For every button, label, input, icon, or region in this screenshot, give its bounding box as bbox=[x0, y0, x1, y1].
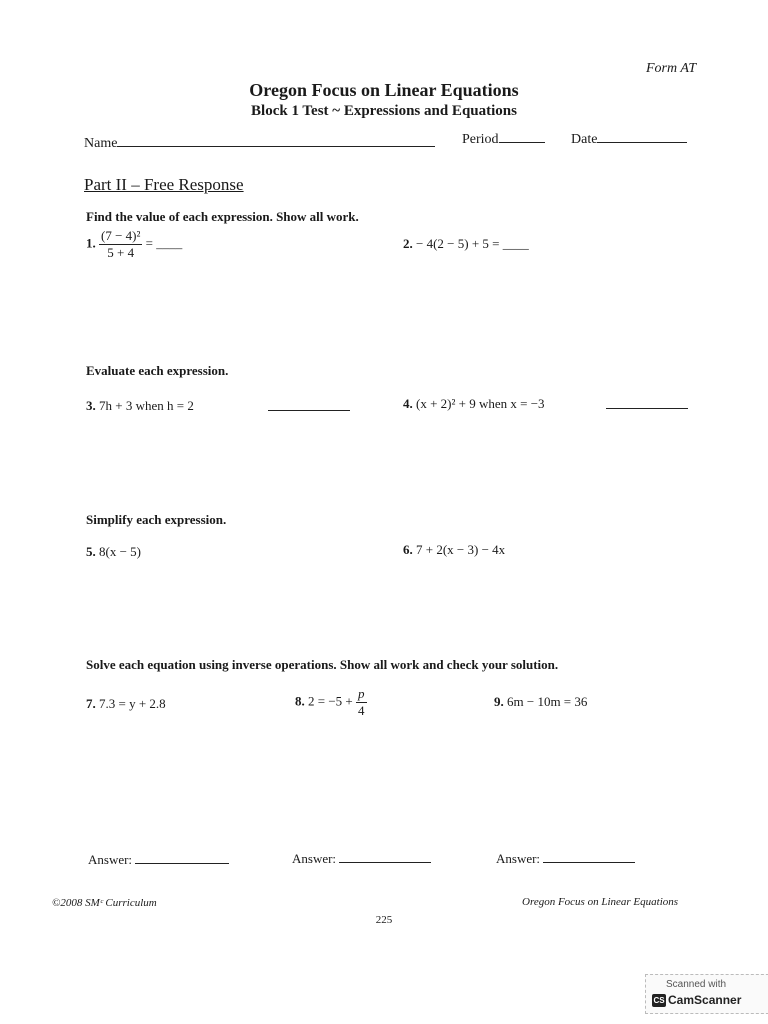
problem-2 bbox=[403, 236, 529, 252]
camscanner-logo-icon: CS bbox=[653, 996, 665, 1005]
worksheet-title: Oregon Focus on Linear Equations bbox=[249, 80, 519, 100]
problem-text: 8(x − 5) bbox=[99, 544, 141, 559]
denominator: 4 bbox=[358, 703, 365, 718]
numerator: p bbox=[358, 686, 365, 701]
denominator: 5 + 4 bbox=[99, 244, 142, 261]
date-line[interactable] bbox=[597, 130, 687, 143]
answer-label: Answer: bbox=[292, 851, 337, 866]
problem-4 bbox=[403, 396, 545, 412]
answer-label: Answer: bbox=[88, 852, 133, 867]
period-line[interactable] bbox=[499, 130, 545, 143]
problem-text: 2 = −5 + bbox=[308, 693, 353, 709]
problem-number: 2. bbox=[403, 236, 413, 251]
watermark-line1: Scanned with bbox=[666, 979, 727, 990]
instruction-simplify: Simplify each expression. bbox=[86, 512, 227, 527]
fraction bbox=[356, 686, 367, 719]
answer-9[interactable] bbox=[496, 851, 635, 867]
answer-8[interactable] bbox=[292, 851, 431, 867]
problem-7 bbox=[86, 696, 166, 712]
period-field[interactable] bbox=[462, 130, 545, 148]
period-label: Period bbox=[462, 132, 499, 147]
problem-number: 6. bbox=[403, 542, 413, 557]
form-label: Form AT bbox=[646, 61, 697, 76]
problem-number: 8. bbox=[295, 693, 305, 709]
answer-label: Answer: bbox=[496, 851, 541, 866]
problem-number: 3. bbox=[86, 398, 96, 413]
problem-number: 9. bbox=[494, 694, 504, 709]
name-field[interactable] bbox=[84, 134, 435, 152]
answer-line-4[interactable] bbox=[606, 397, 688, 409]
problem-6 bbox=[403, 542, 505, 558]
problem-number: 7. bbox=[86, 696, 96, 711]
answer-line[interactable] bbox=[543, 851, 635, 863]
problem-text: 7.3 = y + 2.8 bbox=[99, 696, 166, 711]
name-line[interactable] bbox=[117, 134, 435, 147]
page-number: 225 bbox=[375, 914, 393, 926]
problem-3 bbox=[86, 398, 194, 414]
answer-line-3[interactable] bbox=[268, 399, 350, 411]
problem-number: 1. bbox=[86, 235, 96, 251]
problem-number: 5. bbox=[86, 544, 96, 559]
instruction-solve: Solve each equation using inverse operations. Show all work and check your solution. bbox=[86, 657, 559, 672]
problem-tail: = ____ bbox=[145, 235, 183, 251]
problem-text: (x + 2)² + 9 when x = −3 bbox=[416, 396, 545, 411]
numerator: (7 − 4)² bbox=[101, 228, 141, 243]
name-label: Name bbox=[84, 136, 118, 151]
instruction-evaluate: Evaluate each expression. bbox=[86, 363, 229, 378]
problem-text: 7 + 2(x − 3) − 4x bbox=[416, 542, 506, 557]
copyright: ©2008 SMᶜ Curriculum bbox=[52, 897, 157, 909]
answer-7[interactable] bbox=[88, 852, 229, 868]
instruction-find-value: Find the value of each expression. Show all work. bbox=[86, 209, 359, 224]
answer-line[interactable] bbox=[339, 851, 431, 863]
problem-text: − 4(2 − 5) + 5 = ____ bbox=[416, 236, 529, 251]
watermark-line2: CamScanner bbox=[668, 993, 742, 1007]
problem-9 bbox=[494, 694, 587, 710]
problem-text: 7h + 3 when h = 2 bbox=[99, 398, 194, 413]
book-title-footer: Oregon Focus on Linear Equations bbox=[522, 896, 679, 908]
problem-1 bbox=[86, 228, 182, 261]
fraction bbox=[99, 228, 142, 261]
part-heading: Part II – Free Response bbox=[84, 175, 244, 194]
problem-8 bbox=[295, 686, 367, 719]
answer-line[interactable] bbox=[135, 852, 229, 864]
problem-5 bbox=[86, 544, 141, 560]
camscanner-watermark bbox=[645, 974, 768, 1014]
date-field[interactable] bbox=[571, 130, 687, 148]
problem-text: 6m − 10m = 36 bbox=[507, 694, 588, 709]
problem-number: 4. bbox=[403, 396, 413, 411]
date-label: Date bbox=[571, 132, 598, 147]
worksheet-subtitle: Block 1 Test ~ Expressions and Equations bbox=[251, 103, 517, 119]
